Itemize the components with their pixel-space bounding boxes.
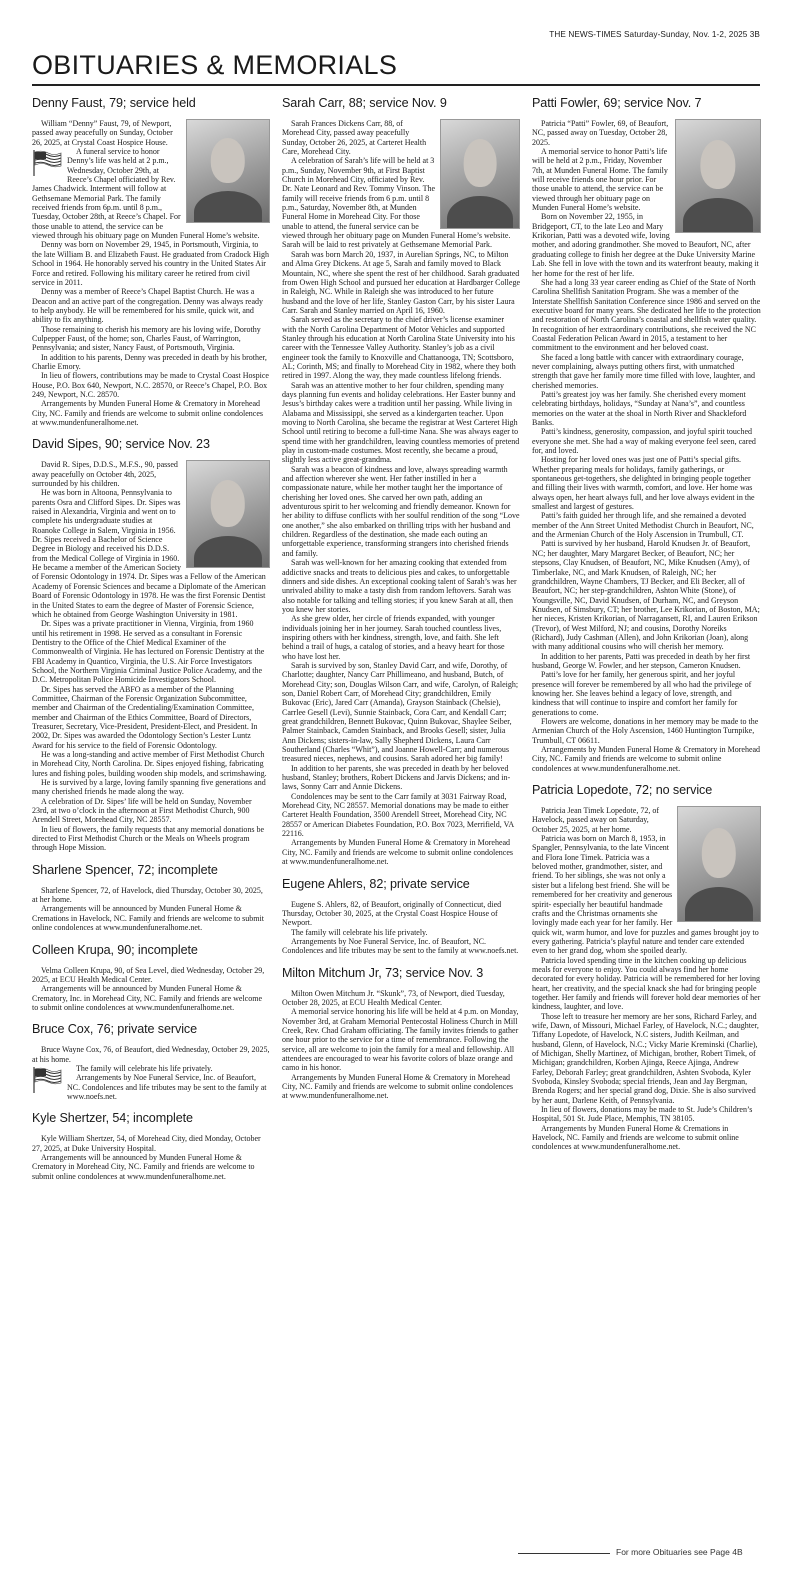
obituary-paragraph: Arrangements by Munden Funeral Home & Cremations in Havelock, NC. Family and friends are welcome to submit online condolences at www.mundenfuneralhome.net. [532,1123,739,1152]
obituary-paragraph: Arrangements by Munden Funeral Home & Crematory in Morehead City, NC. Family and friends are welcome to submit online condolences at www.mundenfuneralhome.net. [282,1072,513,1101]
obituary-sharlene-spencer [32,863,270,933]
portrait-photo [675,119,761,233]
obituary-paragraph: Dr. Sipes was a private practitioner in Vienna, Virginia, from 1960 until his retirement in 1998. He served as a consultant in Forensic Dentistry to the Office of the Chief Medical Examiner of the Commonwealth of Virginia. He has lectured on Forensic Dentistry at the FBI Academy in Quantico, Virginia, the U.S. Air Force Investigators School, the Northern Virginia Criminal Justice Police Academy, and the D.C. Metropolitan Police Homicide Investigators School. [32,619,265,685]
obituary-paragraph: The family will celebrate his life privately. [291,927,428,937]
american-flag-icon [32,149,62,177]
obituary-heading: Milton Mitchum Jr, 73; service Nov. 3 [282,965,484,980]
obituary-heading: Sharlene Spencer, 72; incomplete [32,862,218,877]
obituary-eugene-ahlers [282,877,520,956]
obituary-heading: Sarah Carr, 88; service Nov. 9 [282,96,447,110]
american-flag-icon [32,1066,62,1094]
obituary-colleen-krupa [32,943,270,1013]
obituary-paragraph: Sarah was born March 20, 1937, in Aurelian Springs, NC, to Milton and Alma Grey Dickens. At age 5, Sarah and family moved to Black Mountain, NC, where she spent the rest of her childhood. Sarah graduated from Owen High School and pursued her education at Hardbarger College in Raleigh, NC. While in Raleigh she was introduced to her future husband and the love of her life, Stanley Gaston Carr, by his sister Laura Carr. Sarah and Stanley married on April 16, 1960. [282,249,520,315]
obituary-paragraph: Patti’s kindness, generosity, compassion, and joyful spirit touched everyone she met. She had a way of making everyone feel seen, cared for, and loved. [532,427,756,456]
obituary-paragraph: A celebration of Sarah’s life will be held at 3 p.m., Sunday, November 9th, at First Baptist Church in Morehead City, officiated by Rev. Dr. Nate Leonard and Rev. Tommy Vinson. The family will receive friends from 6 p.m. until 8 p.m., Saturday, November 8th, at Munden Funeral Home in Morehead City. For those unable to attend, the funeral service can be viewed through her obituary page on Munden Funeral Home’s website. Sarah will be laid to rest privately at Gethsemane Memorial Park. [282,156,511,250]
obituary-paragraph: Patti is survived by her husband, Harold Knudsen Jr. of Beaufort, NC; her daughter, Mary Margaret Becker, of Beaufort, NC; her stepsons, Clay Knudsen, of Beaufort, NC, Mike Knudsen (Amy), of Timberlake, NC, and Mark Knudsen, of Raleigh, NC; her grandchildren, Wayne Chambers, TJ Becker, and Eli Becker, all of Beaufort, NC; her step-grandchildren, Ashton White (Stone), of Youngsville, NC, David Knudsen, of Durham, NC, and Greyson Knudsen, of Simsbury, CT; her brother, Lee Krikorian, of Boston, MA; her nieces, Kristen Krikorian, of Narragansett, RI, and Lauren Erikson (Trevor), of West Milford, NJ; and cousins, Dorothy Noreiks (Richard), Judy Cashman (Allen), and John Krikorian (Joan), along with many additional cousins who will cherish her memory. [532,539,760,652]
obituary-paragraph: Arrangements by Munden Funeral Home & Crematory in Morehead City, NC. Family and friends are welcome to submit online condolences at www.mundenfuneralhome.net. [532,745,761,773]
obituary-paragraph: Sarah Frances Dickens Carr, 88, of Morehead City, passed away peacefully Sunday, October 26, 2025, at Carteret Health Care, Morehead City. [282,119,427,157]
obituary-paragraph: Sarah was a beacon of kindness and love, always spreading warmth and affection wherever she went. Her father instilled in her a compassionate nature, while her mother taught her the importance of cherishing her loved ones. She carved her own path, adding an adventurous spirit to her welcoming and friendly demeanor. Known for her ability to diffuse conflicts with her soulful rendition of the song “Love one another,” she also embarked on thrilling trips with her husband and children. Regardless of the destination, she made each outing an unforgettable experience, transforming strangers into cherished friends and family. [282,464,520,558]
obituary-paragraph: Velma Colleen Krupa, 90, of Sea Level, died Wednesday, October 29, 2025, at ECU Health Medical Center. [32,965,265,984]
obituary-heading: Eugene Ahlers, 82; private service [282,876,470,891]
obituary-paragraph: She faced a long battle with cancer with extraordinary courage, never complaining, always putting others first, with unmatched strength that gave her family more time filled with love, laughter, and cherished memories. [532,352,755,390]
obituary-paragraph: Arrangements by Noe Funeral Service, Inc. of Beaufort, NC. Condolences and life tributes may be sent to the family at www.noefs.net. [67,1073,267,1101]
obituary-paragraph: She had a long 33 year career ending as Chief of the State of North Carolina Shellfish Sanitation Program. She was a member of the Interstate Shellfish Sanitation Conference since 1986 and served on the executive board for many years. She dedicated her life to the protection and restoration of North Carolina’s coastal and shellfish water quality. In recognition of her extraordinary contributions, she received the NC Coastal Federation Pelican Award in 2015, a testament to her commitment to the environment and her beloved coast. [532,277,761,353]
obituary-paragraph: Sharlene Spencer, 72, of Havelock, died Thursday, October 30, 2025, at her home. [32,885,263,905]
portrait-photo [440,119,520,229]
obituary-paragraph: He is survived by a large, loving family spanning five generations and many cherished friends he made along the way. [32,778,266,797]
top-rule [32,84,760,86]
column-2 [282,92,520,1544]
column-3 [532,92,761,1544]
obituary-paragraph: Patricia “Patti” Fowler, 69, of Beaufort, NC, passed away on Tuesday, October 28, 2025. [532,119,669,147]
obituary-paragraph: Sarah was an attentive mother to her four children, spending many days planning fun events and holiday celebrations. Her Easter bunny and Jesus’s birthday cakes were a tradition until her passing. While living in Alabama and Mississippi, she served as a kindergarten teacher. Upon moving to North Carolina, she became the registrar at West Carteret High School until retiring to become a full-time Nana. She was always eager to spend time with her grandchildren, leaving countless memories of pretend play in custom-made costumes. Most recently, she became a proud, slightly less active great-grandma. [282,380,520,465]
obituary-denny-faust [32,96,270,427]
obituary-paragraph: A memorial service honoring his life will be held at 4 p.m. on Monday, November 3rd, at Graham Memorial Pentecostal Holiness Church in Mill Creek, Rev. Chad Graham officiating. The family invites friends to gather one hour prior to the service for a time of remembrance. Following the service, all are welcome to join the family for a meal and fellowship. All attendees are encouraged to wear his favorite colors of blaze orange and camo in his honor. [282,1007,519,1073]
obituary-paragraph: Patti’s greatest joy was her family. She cherished every moment celebrating birthdays, holidays, “Sunday at Nana’s”, and countless memories on the water at the shoal in North River and Shackleford Banks. [532,389,747,427]
obituary-paragraph: Patti’s faith guided her through life, and she remained a devoted member of the Ann Street United Methodist Church in Beaufort, NC, and the Armenian Church of the Holy Ascension in Trumbull, CT. [532,511,754,540]
masthead: THE NEWS-TIMES Saturday-Sunday, Nov. 1-2, 2025 3B [549,30,760,39]
obituary-milton-mitchum [282,966,520,1101]
obituary-paragraph: In lieu of flowers, the family requests that any memorial donations be directed to First Methodist Church or the Meals on Wheels program through Hope Mission. [32,824,265,853]
obituary-paragraph: A funeral service to honor Denny’s life was held at 2 p.m., Wednesday, October 29th, at Reece’s Chapel officiated by Rev. James Chadwick. Interment will follow at Gethsemane Memorial Park. The family received friends from 6p.m. until 8 p.m., Tuesday, October 28th, at Reece’s Chapel. For those unable to attend, the service can be viewed through his obituary page on Munden Funeral Home’s website. [32,147,260,241]
obituary-paragraph: Denny was a member of Reece’s Chapel Baptist Church. He was a Deacon and an active part of the congregation. Denny was always ready to help anybody. He will be remembered for his smile, quick wit, and ability to fix anything. [32,287,264,325]
obituary-paragraph: Born on November 22, 1955, in Bridgeport, CT, to the late Leo and Mary Krikorian, Patti was a devoted wife, loving mother, and adoring grandmother. She moved to Beaufort, NC, after graduating college to finish her degree at the Duke University Marine Lab. She fell in love with the town and its waterfront beauty, making it her home for the rest of her life. [532,212,759,278]
obituary-heading: Colleen Krupa, 90; incomplete [32,942,198,957]
obituary-heading: Patricia Lopedote, 72; no service [532,783,713,798]
obituary-kyle-shertzer [32,1111,270,1181]
portrait-photo [677,806,761,922]
obituary-heading: Kyle Shertzer, 54; incomplete [32,1111,193,1126]
obituary-paragraph: Arrangements by Munden Funeral Home & Crematory in Morehead City, NC. Family and friends are welcome to submit online condolences at www.mundenfuneralhome.net. [32,399,263,427]
obituary-paragraph: Eugene S. Ahlers, 82, of Beaufort, originally of Connecticut, died Thursday, October 30, 2025, at the Crystal Coast Hospice House of Newport. [282,899,502,928]
section-title: OBITUARIES & MEMORIALS [32,50,398,80]
obituary-heading: David Sipes, 90; service Nov. 23 [32,437,210,452]
obituary-paragraph: Patti’s love for her family, her generous spirit, and her joyful presence will forever be remembered by all who had the privilege of knowing her. She leaves behind a legacy of love, strength, and kindness that will continue to inspire and comfort her family for generations to come. [532,670,752,717]
obituary-paragraph: As she grew older, her circle of friends expanded, with younger individuals joining her in her journey. Sarah touched countless lives, inspiring others with her kindness, strength, love, and faith. She left behind a trail of hugs, a catalog of stories, and a heavy heart for those who have lost her. [282,614,505,661]
portrait-photo [186,119,270,223]
obituary-patricia-lopedote [532,783,761,1152]
obituary-paragraph: Patricia loved spending time in the kitchen cooking up delicious meals for everyone to enjoy. You could always find her home decorated for every holiday. Patricia will be remembered for her loving heart, her creativity, and the special knack she had for bringing people together. Her family and friends will forever hold dear memories of her kindness, laughter, and love. [532,955,761,1012]
obituary-paragraph: In lieu of flowers, donations may be made to St. Jude’s Children’s Hospital, 501 St. Jude Place, Memphis, TN 38105. [532,1105,753,1124]
obituary-paragraph: Arrangements will be announced by Munden Funeral Home & Crematory in Morehead City, NC. Family and friends are welcome to submit online condolences at www.mundenfuneralhome.net. [32,1152,255,1181]
obituary-paragraph: Patricia was born on March 8, 1953, in Spangler, Pennsylvania, to the late Vincent and Flora Ione Timek. Patricia was a beloved mother, grandmother, sister, and friend. To her siblings, she was not only a sister but a lifelong best friend. She will be remembered for her creativity and generous spirit- especially her beautiful handmade crafts and the Christmas ornaments she lovingly made each year for her family. Her quick wit, warm humor, and love for puzzles and games brought joy to every gathering. Patricia’s playful nature and tender care extended even to her grand dog, whom she spoiled dearly. [532,834,759,956]
obituary-paragraph: Flowers are welcome, donations in her memory may be made to the Armenian Church of the Holy Ascension, 1460 Huntington Turnpike, Trumbull, CT 06611. [532,717,759,745]
obituary-paragraph: David R. Sipes, D.D.S., M.F.S., 90, passed away peacefully on October 4th, 2025, surrounded by his children. [32,460,178,489]
obituary-paragraph: Condolences may be sent to the Carr family at 3031 Fairway Road, Morehead City, NC 28557. Memorial donations may be made to either Carteret Health Foundation, 3500 Arendell Street, Morehead City, NC 28557 or American Diabetes Foundation, P.O. Box 7023, Merrifield, VA 22116. [282,791,514,839]
obituary-paragraph: He was a long-standing and active member of First Methodist Church in Morehead City, North Carolina. Dr. Sipes enjoyed fishing, fabricating lures and fishing poles, building wooden ship models, and scrimshawing. [32,750,267,778]
obituary-paragraph: Sarah served as the secretary to the chief driver’s license examiner with the North Carolina Department of Motor Vehicles and supported Stanley through his education at North Carolina State University into his career with the Tennessee Valley Authority. Stanley’s job as a civil engineer took the family to Knoxville and Chattanooga, TN; Scottsboro, AL; Corinth, MS; and finally to Morehead City in 1982, where they both retired in 1997. Along the way, they made countless lifelong friends. [282,315,516,381]
obituary-paragraph: Sarah is survived by son, Stanley David Carr, and wife, Dorothy, of Charlotte; daughter, Nancy Carr Phillimeano, and husband, Butch, of Morehead City; son, Douglas Wilson Carr, and wife, Carolyn, of Raleigh; son, Daniel Robert Carr, of Morehead City; grandchildren, Emily Bukovac (Eric), Jared Carr (Amanda), Grayson Stainback (Chelsie), Carrlee Gesell (Levi), Sunnie Stainback, Cora Carr, and Kendall Carr; great grandchildren, Bennett Bukovac, Quinn Bukovac, Shaylee Seiber, Palmer Stainback, Camden Stainback, and Brooks Gesell; sister, Julia Ann Dickens; sisters-in-law, Sally Shepherd Dickens, Laura Carr Southerland (Charles “Whit”), and Joanne Howell-Carr; and numerous treasured nieces, nephews, and cousins. Sarah adored her big family! [282,660,519,764]
obituary-paragraph: Bruce Wayne Cox, 76, of Beaufort, died Wednesday, October 29, 2025, at his home. [32,1045,270,1064]
continued-note: For more Obituaries see Page 4B [616,1547,743,1557]
obituary-paragraph: In addition to her parents, Patti was preceded in death by her first husband, George W. Fowler, and her stepson, Cameron Knudsen. [532,651,751,670]
obituary-paragraph: Sarah was well-known for her amazing cooking that extended from addictive snacks and treats to delicious pies and cakes, to unforgettable dinners and side dishes. An exceptional cooking talent of Sarah’s was her unrivaled ability to make a tasty dish from random leftovers. Sarah was also notable for talking and telling stories; if you knew Sarah at all, then you knew her stories. [282,558,517,614]
obituary-sarah-carr [282,96,520,867]
obituary-patti-fowler [532,96,761,773]
obituary-paragraph: Denny was born on November 29, 1945, in Portsmouth, Virginia, to the late William B. and Elizabeth Faust. He graduated from Cradock High School in 1964. He honorably served his country in the United States Air Force and retired. Following his military career he retired from civil service in 2011. [32,240,270,287]
obituary-paragraph: Patricia Jean Timek Lopedote, 72, of Havelock, passed away on Saturday, October 25, 2025, at her home. [532,806,659,834]
obituary-heading: Bruce Cox, 76; private service [32,1022,197,1037]
obituary-paragraph: Arrangements will be announced by Munden Funeral Home & Crematory, Inc. in Morehead City, NC. Family and friends are welcome to submit online condolences at www.mundenfuneralhome.net. [32,984,263,1012]
obituary-heading: Denny Faust, 79; service held [32,96,196,110]
obituary-paragraph: A memorial service to honor Patti’s life will be held at 2 p.m., Friday, November 7th, at Munden Funeral Home. The family will receive friends one hour prior. For those unable to attend, the service can be viewed through her obituary page on Munden Funeral Home’s website. [532,147,668,213]
obituary-heading: Patti Fowler, 69; service Nov. 7 [532,96,702,110]
column-1 [32,92,270,1544]
obituary-paragraph: The family will celebrate his life privately. [76,1063,213,1073]
obituary-paragraph: He was born in Altoona, Pennsylvania to parents Osra and Clifford Sipes. Dr. Sipes was raised in Alexandria, Virginia and went on to complete his undergraduate studies at Roanoke College in Salem, Virginia in 1956. Dr. Sipes received a Bachelor of Science Degree in Biology and received his D.D.S. from the Medical College of Virginia in 1960. He became a member of the American Society of Forensic Odontology in 1974. Dr. Sipes was a Fellow of the American Academy of Forensic Sciences and became a Diplomate of the American Board of Forensic Odontology in 1978. He was the first Forensic Dentist in the United States to earn the degree of Master of Forensic Science, which he obtained from George Washington University in 1981. [32,488,266,619]
obituary-paragraph: Kyle William Shertzer, 54, of Morehead City, died Monday, October 27, 2025, at Duke University Hospital. [32,1134,261,1153]
obituary-paragraph: Those left to treasure her memory are her sons, Richard Farley, and wife, Dawn, of Missouri, Michael Farley, of Havelock, N.C.; daughter, Tiffany Lopedote, of Havelock, N.C sisters, Judith Keilman, and husband, Glenn, of Havelock, N.C.; Vicky Marie Kreminski (Charlie), of Michigan, Shelly Martinez, of Michigan, brother, Robert Timek, of Michigan; grandchildren, Korben Ajinga, Reece Ajinga, Andrew Farley, Deborah Farley; great grandchildren, Ashten Svoboda, Kyler Svoboda, Kinsley Svoboda; special friends, Jean and Jay Bergman, Brenda Rogers; and her special grand dog, Dixie. She is also survived by her aunt, Darlene Keith, of Pennsylvania. [532,1011,759,1105]
obituary-paragraph: A celebration of Dr. Sipes’ life will be held on Sunday, November 23rd, at two o’clock in the afternoon at First Methodist Church, 900 Arendell Street, Morehead City, NC 28557. [32,796,252,825]
obituary-paragraph: Milton Owen Mitchum Jr. “Skunk”, 73, of Newport, died Tuesday, October 28, 2025, at ECU Health Medical Center. [282,988,505,1007]
obituary-paragraph: Hosting for her loved ones was just one of Patti’s special gifts. Whether preparing meals for holidays, family gatherings, or spontaneous get-togethers, she delighted in bringing people together and filling their lives with warmth, comfort, and love. Her home was always open, her heart always full, and her love always evident in the smallest and largest of gestures. [532,455,755,512]
obituary-paragraph: William “Denny” Faust, 79, of Newport, passed away peacefully on Sunday, October 26, 2025, at Crystal Coast Hospice House. [32,119,173,147]
obituary-paragraph: Arrangements by Munden Funeral Home & Crematory in Morehead City, NC. Family and friends are welcome to submit online condolences at www.mundenfuneralhome.net. [282,838,513,867]
obituary-bruce-cox [32,1022,270,1101]
obituary-paragraph: Those remaining to cherish his memory are his loving wife, Dorothy Culpepper Faust, of the home; son, Charles Faust, of Warrington, Pennsylvania; and sister, Nancy Faust, of Portsmouth, Virginia. [32,324,261,353]
obituary-paragraph: In lieu of flowers, contributions may be made to Crystal Coast Hospice House, P.O. Box 640, Newport, N.C. 28570, or Reece’s Chapel, P.O. Box 249, Newport, N.C. 28570. [32,371,269,399]
footer-rule [518,1553,610,1554]
obituary-paragraph: In addition to his parents, Denny was preceded in death by his brother, Charlie Emory. [32,352,267,371]
obituary-paragraph: Arrangements will be announced by Munden Funeral Home & Cremations in Havelock, NC. Family and friends are welcome to submit online condolences at www.mundenfuneralhome.net. [32,904,264,933]
obituary-david-sipes [32,437,270,852]
obituary-paragraph: Dr. Sipes has served the ABFO as a member of the Planning Committee, Chairman of the Forensic Organization Subcommittee, member and Chairman of the Credentialing/Examination Committee, member and Chairman of the Ethics Committee, Board of Directors, Treasurer, Secretary, Vice-President, President-Elect, and President. In 2002, Dr. Sipes was awarded the Odontology Section’s Lester Luntz Award for his service to the field of Forensic Odontology. [32,684,258,750]
obituary-paragraph: Arrangements by Noe Funeral Service, Inc. of Beaufort, NC. Condolences and life tributes may be sent to the family at www.noefs.net. [282,936,519,956]
portrait-photo [186,460,270,568]
obituary-paragraph: In addition to her parents, she was preceded in death by her beloved husband, Stanley; brothers, Robert Dickens and Jarvis Dickens; and in-laws, Sonny Carr and Annie Dickens. [282,763,511,792]
